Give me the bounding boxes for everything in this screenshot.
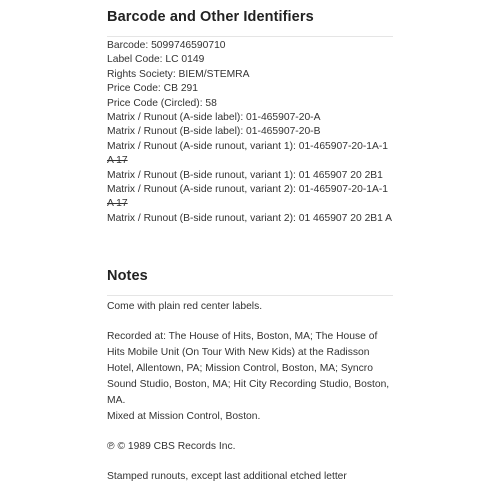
barcode-section-heading: Barcode and Other Identifiers: [107, 9, 314, 25]
identifier-item: Price Code (Circled): 58: [107, 97, 217, 109]
identifier-item: Matrix / Runout (B-side runout, variant 1): 01 465907 20 2B1: [107, 169, 383, 181]
identifier-item: Matrix / Runout (B-side label): 01-465907-20-B: [107, 126, 321, 138]
identifiers-list: [107, 39, 393, 226]
notes-paragraph: Stamped runouts, except last additional etched letter: [107, 471, 347, 482]
identifier-item: Label Code: LC 0149: [107, 54, 205, 66]
notes-body: [107, 299, 397, 485]
identifier-item: Price Code: CB 291: [107, 83, 199, 95]
notes-paragraph: Mixed at Mission Control, Boston.: [107, 411, 261, 422]
struck-text: A 17: [107, 198, 128, 210]
notes-paragraph: Come with plain red center labels.: [107, 301, 263, 312]
identifier-item: Matrix / Runout (A-side runout, variant 1): 01-465907-20-1A-1 A 17: [107, 140, 389, 167]
identifier-item: Matrix / Runout (A-side runout, variant 2): 01-465907-20-1A-1 A 17: [107, 184, 389, 210]
identifier-item: Barcode: 5099746590710: [107, 40, 226, 51]
section-divider: [107, 36, 393, 37]
notes-paragraph: Recorded at: The House of Hits, Boston, MA; The House of Hits Mobile Unit (On Tour With New Kids) at the Radisson Hotel, Allentown, PA; Mission Control, Boston, MA; Syncro Sound Studio, Boston, MA; Hit City Recording Studio, Boston, MA.: [107, 331, 390, 406]
notes-paragraph: ℗ © 1989 CBS Records Inc.: [107, 441, 236, 452]
notes-section-heading: Notes: [107, 268, 148, 284]
section-divider: [107, 295, 393, 296]
identifier-item: Rights Society: BIEM/STEMRA: [107, 68, 250, 80]
identifier-item: Matrix / Runout (A-side label): 01-465907-20-A: [107, 112, 321, 124]
identifier-item: Matrix / Runout (B-side runout, variant 2): 01 465907 20 2B1 A: [107, 212, 393, 224]
struck-text: A 17: [107, 155, 128, 167]
